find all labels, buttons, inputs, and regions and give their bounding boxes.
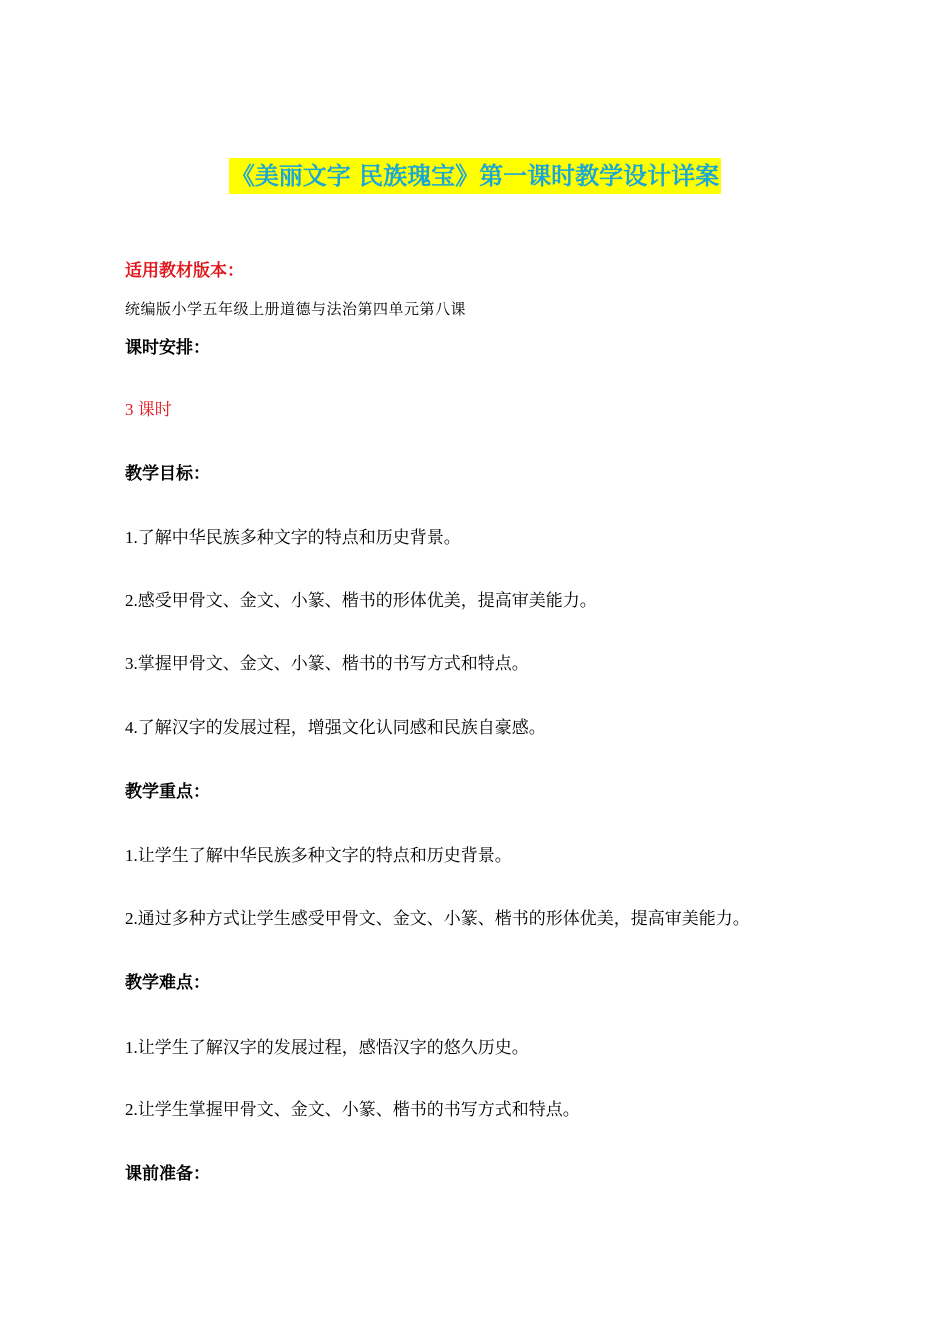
title-wrapper	[0, 158, 950, 194]
schedule-heading: 课时安排：	[125, 338, 210, 358]
objective-item: 2.感受甲骨文、金文、小篆、楷书的形体优美，提高审美能力。	[125, 591, 597, 610]
difficulties-heading: 教学难点：	[125, 973, 210, 993]
key-points-heading: 教学重点：	[125, 782, 210, 802]
preparation-heading: 课前准备：	[125, 1164, 210, 1184]
key-point-item: 1.让学生了解中华民族多种文字的特点和历史背景。	[125, 846, 512, 865]
schedule-text: 3 课时	[125, 400, 172, 419]
key-point-item: 2.通过多种方式让学生感受甲骨文、金文、小篆、楷书的形体优美，提高审美能力。	[125, 909, 750, 928]
edition-text: 统编版小学五年级上册道德与法治第四单元第八课	[125, 300, 467, 318]
difficulty-item: 2.让学生掌握甲骨文、金文、小篆、楷书的书写方式和特点。	[125, 1100, 580, 1119]
objective-item: 1.了解中华民族多种文字的特点和历史背景。	[125, 528, 461, 547]
objective-item: 3.掌握甲骨文、金文、小篆、楷书的书写方式和特点。	[125, 654, 529, 673]
objective-item: 4.了解汉字的发展过程，增强文化认同感和民族自豪感。	[125, 718, 546, 737]
difficulty-item: 1.让学生了解汉字的发展过程，感悟汉字的悠久历史。	[125, 1038, 529, 1057]
edition-heading: 适用教材版本：	[125, 261, 244, 281]
objectives-heading: 教学目标：	[125, 464, 210, 484]
document-title: 《美丽文字 民族瑰宝》第一课时教学设计详案	[229, 158, 721, 194]
